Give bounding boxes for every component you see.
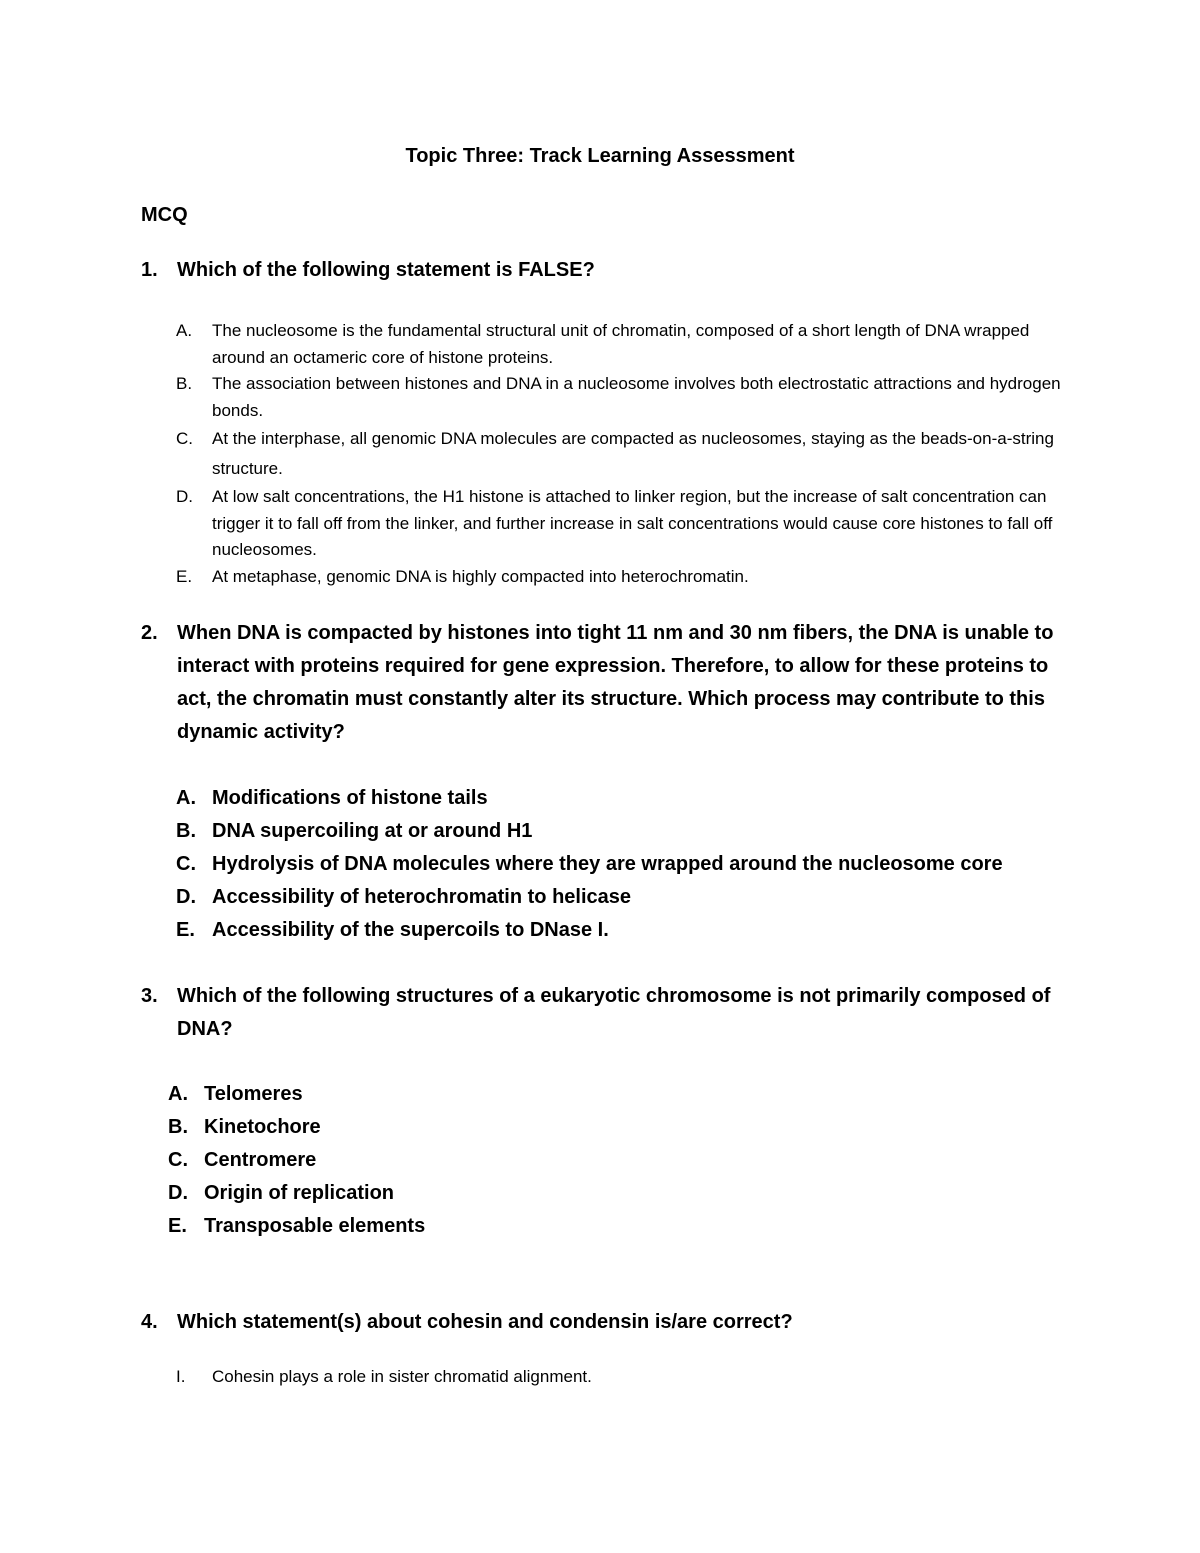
section-heading: MCQ bbox=[141, 204, 188, 226]
option-c: C. At the interphase, all genomic DNA molecules are compacted as nucleosomes, staying as the beads-on-a-string structure. bbox=[176, 429, 1054, 478]
question-text: Which of the following structures of a eukaryotic chromosome is not primarily composed of DNA? bbox=[177, 985, 1051, 1040]
option-c: C. Hydrolysis of DNA molecules where they are wrapped around the nucleosome core bbox=[176, 853, 1003, 875]
option-a: A. The nucleosome is the fundamental structural unit of chromatin, composed of a short length of DNA wrapped around an octameric core of histone proteins. bbox=[176, 321, 1030, 367]
option-b: B. DNA supercoiling at or around H1 bbox=[176, 820, 533, 842]
option-c: C. Centromere bbox=[168, 1149, 317, 1171]
option-e: E. At metaphase, genomic DNA is highly compacted into heterochromatin. bbox=[176, 566, 749, 586]
statement-i: I. Cohesin plays a role in sister chromatid alignment. bbox=[176, 1367, 592, 1386]
option-e: E. Transposable elements bbox=[168, 1215, 426, 1237]
question-number: 1. bbox=[141, 259, 158, 281]
option-a: A. Telomeres bbox=[168, 1083, 303, 1105]
option-d: D. At low salt concentrations, the H1 histone is attached to linker region, but the increase of salt concentration can trigger it to fall off from the linker, and further increase in salt concentrations would cause core histones to fall off nucleosomes. bbox=[176, 487, 1053, 559]
question-text: Which statement(s) about cohesin and condensin is/are correct? bbox=[177, 1311, 793, 1333]
question-number: 2. bbox=[141, 622, 158, 644]
question-text: When DNA is compacted by histones into tight 11 nm and 30 nm fibers, the DNA is unable to interact with proteins required for gene expression. Therefore, to allow for these proteins to act, the chromatin must constantly alter its structure. Which process may contribute to this dynamic activity? bbox=[177, 622, 1054, 743]
option-d: D. Origin of replication bbox=[168, 1182, 395, 1204]
question-2 bbox=[141, 617, 1071, 749]
question-3 bbox=[141, 980, 1071, 1046]
question-4-statements bbox=[176, 1364, 1066, 1391]
question-2-options bbox=[176, 782, 1066, 947]
question-3-options bbox=[168, 1078, 1058, 1243]
question-1-options bbox=[176, 318, 1066, 590]
question-number: 3. bbox=[141, 985, 158, 1007]
option-d: D. Accessibility of heterochromatin to helicase bbox=[176, 886, 632, 908]
question-4 bbox=[141, 1306, 1071, 1339]
option-b: B. The association between histones and DNA in a nucleosome involves both electrostatic attractions and hydrogen bonds. bbox=[176, 374, 1061, 420]
question-text: Which of the following statement is FALSE? bbox=[177, 259, 595, 281]
option-b: B. Kinetochore bbox=[168, 1116, 321, 1138]
option-a: A. Modifications of histone tails bbox=[176, 787, 488, 809]
question-number: 4. bbox=[141, 1311, 158, 1333]
option-e: E. Accessibility of the supercoils to DNase I. bbox=[176, 919, 609, 941]
question-1 bbox=[141, 254, 1071, 287]
page-title: Topic Three: Track Learning Assessment bbox=[405, 145, 795, 167]
